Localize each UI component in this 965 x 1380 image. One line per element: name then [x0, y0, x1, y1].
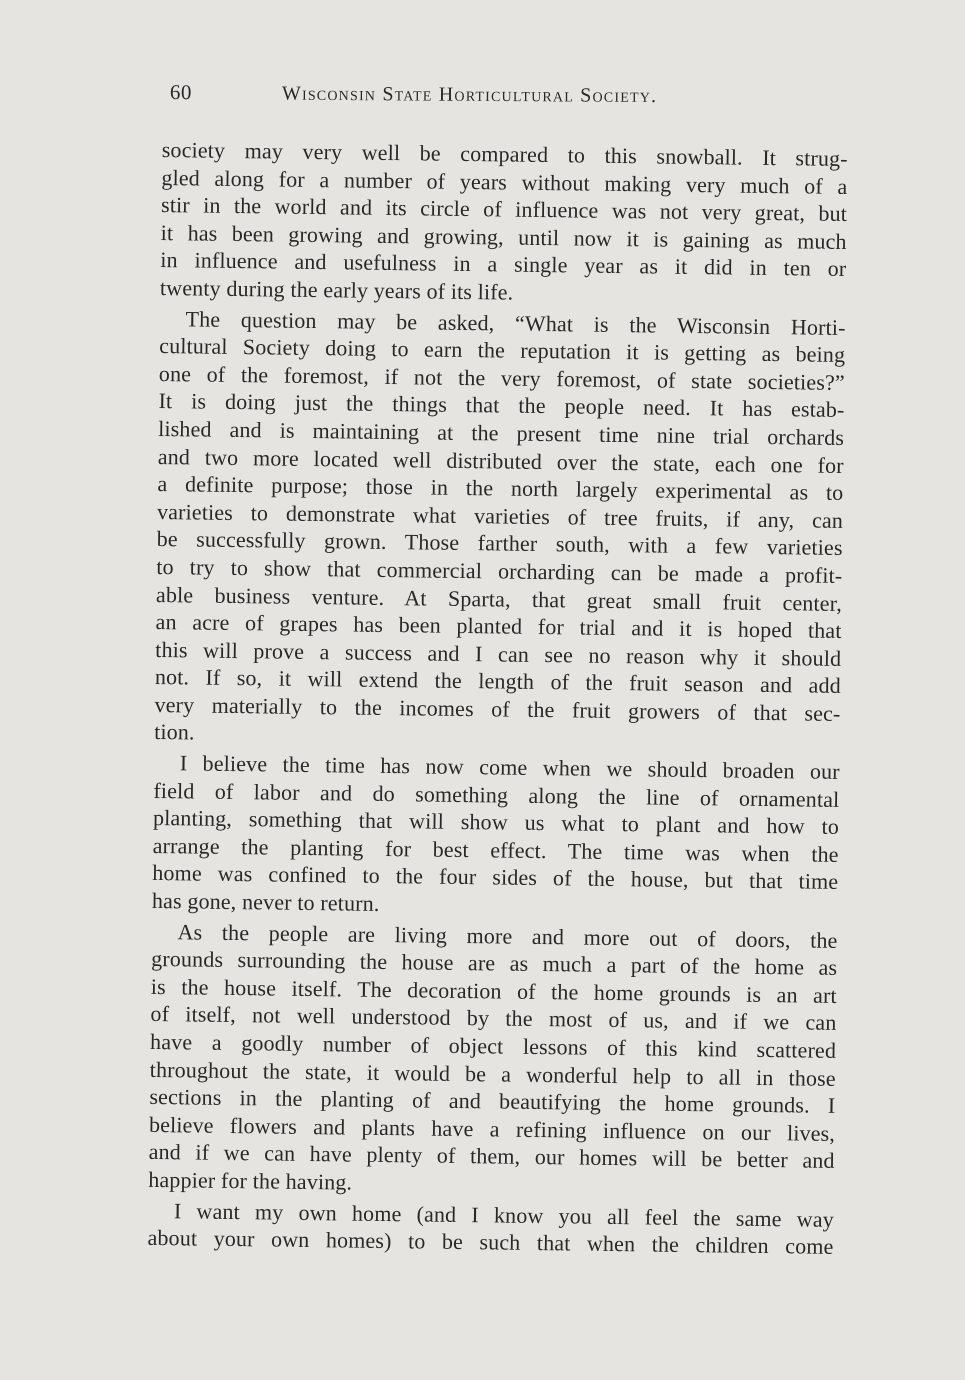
- paragraph: [147, 1196, 834, 1260]
- text-line: an acre of grapes has been planted for trial and it is hoped that: [155, 609, 842, 644]
- text-line: able business venture. At Sparta, that great small fruit center,: [155, 581, 843, 616]
- text-line: one of the foremost, if not the very foremost, of state societies?”: [158, 360, 845, 395]
- paragraph: [154, 305, 846, 755]
- text-line: not. If so, it will extend the length of the fruit season and add: [154, 664, 842, 699]
- text-line: is the house itself. The decoration of the home grounds is an art: [150, 973, 837, 1008]
- text-line: lished and is maintaining at the present time nine trial orchards: [158, 415, 845, 450]
- page-number: 60: [169, 80, 192, 105]
- text-line: gled along for a number of years without making very much of a: [161, 164, 848, 199]
- text-line: I want my own home (and I know you all feel the same way: [173, 1197, 835, 1232]
- text-line: happier for the having.: [148, 1166, 353, 1195]
- text-line: this will prove a success and I can see no reason why it should: [155, 636, 842, 671]
- text-line: and if we can have plenty of them, our homes will be better and: [148, 1139, 835, 1174]
- text-line: As the people are living more and more out of doors, the: [177, 918, 838, 953]
- text-line: arrange the planting for best effect. The time was when the: [152, 832, 839, 867]
- text-line: sections in the planting of and beautifying the home grounds. I: [149, 1084, 836, 1119]
- text-line: very materially to the incomes of the fruit growers of that sec-: [154, 691, 841, 726]
- text-line: throughout the state, it would be a wonderful help to all in those: [149, 1056, 836, 1091]
- text-line: of itself, not well understood by the most of us, and if we can: [150, 1001, 837, 1036]
- paragraph: [160, 136, 848, 311]
- text-line: to try to show that commercial orcharding can be made a profit-: [156, 553, 843, 588]
- running-head: [170, 80, 770, 114]
- text-line: about your own homes) to be such that when the children come: [147, 1225, 834, 1260]
- body-text: [147, 136, 848, 1261]
- text-line: tion.: [154, 719, 195, 745]
- text-line: has gone, never to return.: [151, 887, 380, 916]
- text-line: it has been growing and growing, until now it is gaining as much: [160, 219, 847, 254]
- text-line: field of labor and do something along the line of ornamental: [153, 777, 840, 812]
- text-line: grounds surrounding the house are as much a part of the home as: [151, 946, 838, 981]
- text-line: stir in the world and its circle of influence was not very great, but: [160, 192, 848, 227]
- running-title: Wisconsin State Horticultural Society.: [281, 82, 658, 107]
- text-line: cultural Society doing to earn the reputation it is getting as being: [159, 333, 846, 368]
- text-line: believe flowers and plants have a refining influence on our lives,: [148, 1111, 836, 1146]
- text-line: The question may be asked, “What is the Wisconsin Horti-: [185, 305, 846, 340]
- text-line: society may very well be compared to this snowball. It strug-: [161, 136, 848, 171]
- text-line: twenty during the early years of its life.: [159, 274, 514, 305]
- text-line: varieties to demonstrate what varieties of tree fruits, if any, can: [156, 498, 844, 533]
- text-line: a definite purpose; those in the north largely experimental as to: [157, 471, 844, 506]
- text-line: be successfully grown. Those farther south, with a few varieties: [156, 526, 843, 561]
- paragraph: [148, 918, 838, 1203]
- text-line: home was confined to the four sides of the house, but that time: [152, 860, 839, 895]
- paragraph: [152, 749, 840, 924]
- text-line: I believe the time has now come when we should broaden our: [179, 750, 840, 784]
- text-line: planting, something that will show us what to plant and how to: [152, 805, 840, 840]
- text-line: and two more located well distributed over the state, each one for: [157, 443, 844, 478]
- text-line: have a goodly number of object lessons of this kind scattered: [149, 1028, 837, 1063]
- text-line: It is doing just the things that the people need. It has estab-: [158, 388, 845, 423]
- text-line: in influence and usefulness in a single year as it did in ten or: [160, 247, 847, 282]
